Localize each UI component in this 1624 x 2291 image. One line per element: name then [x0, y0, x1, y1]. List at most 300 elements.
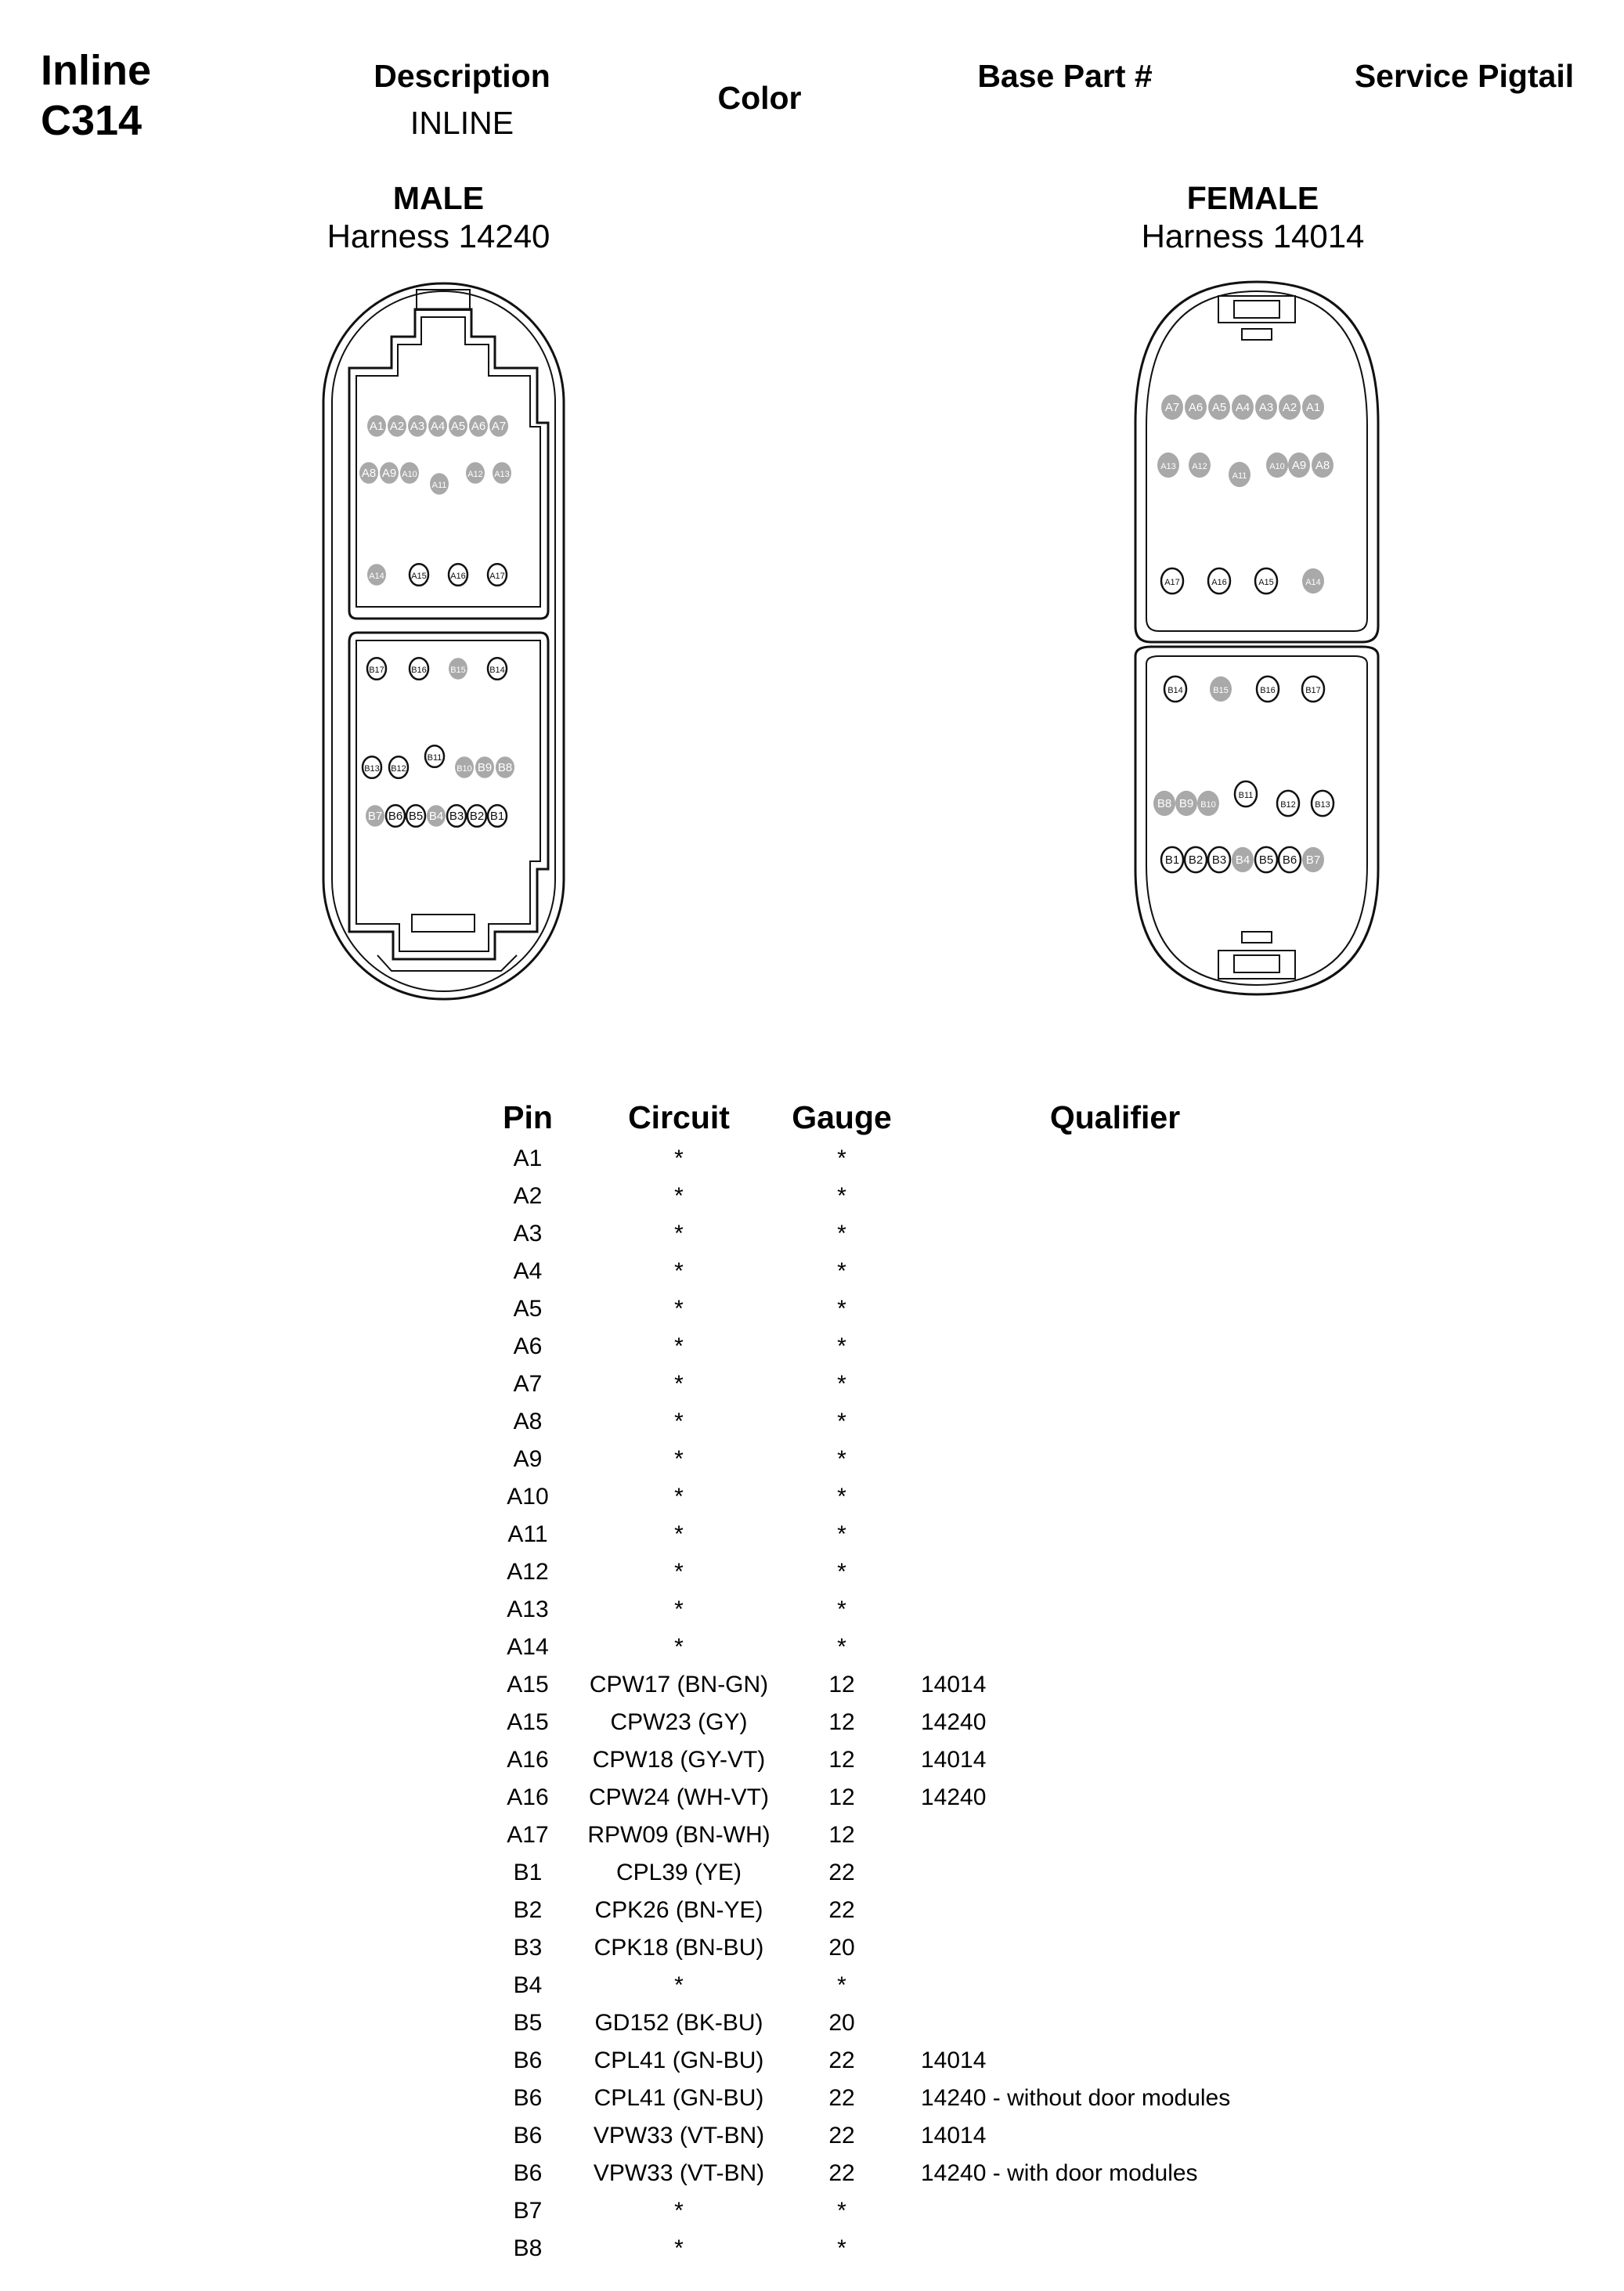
pin-cell: B6: [513, 2085, 543, 2111]
table-row: [470, 1629, 1475, 1666]
circuit-cell: *: [674, 1333, 684, 1359]
gauge-cell: 20: [828, 1935, 855, 1961]
svg-text:B6: B6: [1282, 853, 1297, 867]
svg-text:A3: A3: [410, 420, 425, 433]
table-row: [470, 1516, 1475, 1553]
pin-cell: A15: [507, 1709, 549, 1735]
pin-a17: [488, 564, 507, 586]
pin-a6: [1185, 395, 1207, 420]
svg-text:B11: B11: [427, 753, 442, 763]
svg-text:A11: A11: [431, 481, 447, 490]
pin-b2: [467, 805, 486, 827]
gauge-cell: *: [837, 1258, 846, 1284]
svg-text:A8: A8: [361, 467, 377, 480]
pin-cell: B1: [513, 1860, 543, 1885]
gauge-cell: 22: [828, 1860, 855, 1885]
svg-text:A2: A2: [389, 420, 405, 433]
qualifier-cell: 14014: [921, 1672, 987, 1698]
gauge-cell: 22: [828, 2047, 855, 2073]
pin-cell: A11: [507, 1521, 548, 1547]
circuit-cell: CPW24 (WH-VT): [589, 1784, 769, 1810]
circuit-cell: *: [674, 1146, 684, 1171]
gauge-cell: *: [837, 1333, 846, 1359]
svg-text:B1: B1: [1164, 853, 1180, 867]
table-row: [470, 2080, 1475, 2117]
svg-text:A17: A17: [1164, 578, 1180, 587]
svg-text:B5: B5: [408, 810, 424, 823]
qualifier-cell: [911, 1403, 1475, 1441]
pin-a10: [1266, 453, 1288, 478]
pin-cell: A1: [513, 1146, 543, 1171]
svg-text:B9: B9: [1178, 797, 1194, 810]
pin-cell: B6: [513, 2047, 543, 2073]
pin-b2: [1185, 847, 1207, 872]
pin-b8: [1153, 791, 1175, 816]
gauge-cell: *: [837, 2198, 846, 2224]
svg-text:A4: A4: [1235, 401, 1250, 414]
table-row: [470, 1704, 1475, 1741]
circuit-cell: *: [674, 2198, 684, 2224]
description-label: Description: [374, 58, 550, 94]
connector-diagram: [0, 258, 1624, 1026]
pin-cell: B6: [513, 2160, 543, 2186]
pin-a13: [493, 462, 511, 484]
service-pigtail-label: Service Pigtail: [1354, 58, 1575, 94]
table-row: [470, 1741, 1475, 1779]
gauge-cell: *: [837, 1221, 846, 1247]
svg-text:B17: B17: [1305, 686, 1321, 695]
table-row: [470, 2230, 1475, 2268]
svg-text:A4: A4: [430, 420, 446, 433]
table-row: [470, 1366, 1475, 1403]
pin-b9: [1175, 791, 1197, 816]
pin-b6: [1279, 847, 1301, 872]
qualifier-cell: 14014: [921, 1747, 987, 1773]
svg-text:B17: B17: [369, 666, 384, 675]
table-row: [470, 1666, 1475, 1704]
pin-b16: [410, 658, 428, 680]
qualifier-cell: [911, 1892, 1475, 1929]
svg-text:B12: B12: [1280, 800, 1296, 810]
gauge-cell: *: [837, 1296, 846, 1322]
svg-text:A1: A1: [369, 420, 384, 433]
gauge-cell: *: [837, 1521, 846, 1547]
svg-text:B2: B2: [469, 810, 485, 823]
svg-text:B8: B8: [1157, 797, 1172, 810]
circuit-cell: *: [674, 1521, 684, 1547]
gauge-cell: *: [837, 1409, 846, 1434]
base-part-label: Base Part #: [977, 58, 1153, 94]
pin-cell: A15: [507, 1672, 549, 1698]
svg-text:B10: B10: [1200, 800, 1216, 810]
svg-text:B7: B7: [1305, 853, 1321, 867]
pin-cell: B3: [513, 1935, 543, 1961]
connector-title: [41, 45, 151, 146]
gauge-cell: *: [837, 1371, 846, 1397]
qualifier-cell: [911, 1478, 1475, 1516]
female-connector-housing: [1135, 282, 1378, 994]
pin-a2: [388, 415, 406, 437]
circuit-cell: CPW23 (GY): [610, 1709, 748, 1735]
qualifier-cell: [911, 1817, 1475, 1854]
pin-b13: [363, 756, 381, 778]
svg-text:A16: A16: [450, 572, 466, 581]
circuit-cell: CPL39 (YE): [615, 1860, 742, 1885]
table-row: [470, 1478, 1475, 1516]
svg-text:A16: A16: [1211, 578, 1227, 587]
qualifier-cell: [911, 1215, 1475, 1253]
svg-text:A5: A5: [450, 420, 466, 433]
svg-text:B1: B1: [489, 810, 505, 823]
pin-b5: [1255, 847, 1277, 872]
pin-a4: [428, 415, 447, 437]
qualifier-cell: [911, 1854, 1475, 1892]
pin-b8: [496, 756, 514, 778]
svg-text:A14: A14: [369, 572, 384, 581]
pin-b6: [386, 805, 405, 827]
pin-cell: A6: [513, 1333, 543, 1359]
table-row: [470, 2192, 1475, 2230]
pin-b15: [449, 658, 467, 680]
gauge-cell: *: [837, 2235, 846, 2261]
svg-text:A7: A7: [1164, 401, 1180, 414]
svg-text:B15: B15: [1213, 686, 1229, 695]
pin-a12: [1189, 453, 1211, 478]
qualifier-cell: [911, 1591, 1475, 1629]
gauge-cell: *: [837, 1972, 846, 1998]
table-row: [470, 2155, 1475, 2192]
circuit-cell: *: [674, 1371, 684, 1397]
circuit-cell: *: [674, 1296, 684, 1322]
pin-a17: [1161, 568, 1183, 593]
pin-b11: [425, 745, 444, 767]
gauge-cell: *: [837, 1596, 846, 1622]
gauge-cell: *: [837, 1484, 846, 1510]
pin-table: [470, 1095, 1475, 2268]
circuit-cell: CPL41 (GN-BU): [594, 2085, 764, 2111]
svg-text:B16: B16: [411, 666, 427, 675]
svg-text:A9: A9: [1291, 459, 1307, 472]
svg-text:B13: B13: [1315, 800, 1330, 810]
pin-b4: [1232, 847, 1254, 872]
svg-text:B13: B13: [364, 764, 380, 774]
table-header-row: [470, 1095, 1475, 1140]
circuit-cell: *: [674, 1409, 684, 1434]
male-pin-layout: [359, 415, 514, 827]
table-row: [470, 2042, 1475, 2080]
svg-text:A8: A8: [1315, 459, 1330, 472]
svg-text:A15: A15: [1258, 578, 1274, 587]
pin-b14: [488, 658, 507, 680]
pin-a15: [410, 564, 428, 586]
svg-text:B10: B10: [457, 764, 472, 774]
circuit-cell: *: [674, 1634, 684, 1660]
pin-b7: [1302, 847, 1324, 872]
gauge-cell: 22: [828, 1897, 855, 1923]
circuit-cell: *: [674, 1183, 684, 1209]
pin-cell: A2: [513, 1183, 543, 1209]
pin-cell: A12: [507, 1559, 549, 1585]
pin-a7: [489, 415, 508, 437]
qualifier-cell: 14240: [921, 1784, 987, 1810]
pin-a15: [1255, 568, 1277, 593]
pin-b4: [427, 805, 446, 827]
circuit-header: Circuit: [628, 1099, 730, 1135]
pin-cell: A16: [507, 1747, 549, 1773]
qualifier-cell: [911, 2230, 1475, 2268]
pin-a12: [466, 462, 485, 484]
pin-b7: [366, 805, 384, 827]
qualifier-cell: [911, 1366, 1475, 1403]
pin-a4: [1232, 395, 1254, 420]
pin-cell: A9: [513, 1446, 543, 1472]
female-label: FEMALE: [1186, 180, 1319, 216]
circuit-cell: CPW17 (BN-GN): [589, 1672, 769, 1698]
male-connector-housing: [323, 283, 564, 999]
gauge-cell: 12: [828, 1822, 855, 1848]
gauge-header: Gauge: [792, 1099, 892, 1135]
svg-text:A5: A5: [1211, 401, 1227, 414]
pin-b17: [1302, 676, 1324, 702]
circuit-cell: GD152 (BK-BU): [594, 2010, 763, 2036]
table-row: [470, 1553, 1475, 1591]
pin-b10: [455, 756, 474, 778]
gauge-cell: 12: [828, 1672, 855, 1698]
pin-cell: A3: [513, 1221, 543, 1247]
circuit-cell: *: [674, 1559, 684, 1585]
svg-text:B9: B9: [477, 761, 493, 774]
pin-a3: [1255, 395, 1277, 420]
pin-a7: [1161, 395, 1183, 420]
table-row: [470, 1892, 1475, 1929]
circuit-cell: *: [674, 1596, 684, 1622]
pin-b12: [1277, 791, 1299, 816]
pin-cell: A7: [513, 1371, 543, 1397]
table-row: [470, 1253, 1475, 1290]
svg-text:A6: A6: [1188, 401, 1204, 414]
svg-text:B2: B2: [1188, 853, 1204, 867]
svg-text:A12: A12: [467, 470, 483, 479]
svg-text:B4: B4: [428, 810, 444, 823]
pin-cell: A5: [513, 1296, 543, 1322]
connector-id: C314: [41, 97, 143, 144]
svg-text:B3: B3: [1211, 853, 1227, 867]
male-label: MALE: [392, 180, 485, 216]
svg-text:B6: B6: [388, 810, 403, 823]
qualifier-cell: [911, 1629, 1475, 1666]
pin-a9: [380, 462, 399, 484]
table-row: [470, 1290, 1475, 1328]
pin-b9: [475, 756, 494, 778]
color-label: Color: [717, 80, 802, 116]
qualifier-cell: 14240 - with door modules: [921, 2160, 1198, 2186]
pin-header: Pin: [503, 1099, 553, 1135]
svg-text:A17: A17: [489, 572, 505, 581]
female-pin-layout: [1153, 395, 1333, 872]
table-row: [470, 1817, 1475, 1854]
svg-text:B16: B16: [1260, 686, 1276, 695]
circuit-cell: *: [674, 1972, 684, 1998]
circuit-cell: *: [674, 1446, 684, 1472]
table-row: [470, 1591, 1475, 1629]
svg-text:A12: A12: [1192, 462, 1207, 471]
pin-a5: [449, 415, 467, 437]
gauge-cell: 12: [828, 1784, 855, 1810]
pin-b13: [1312, 791, 1333, 816]
pin-b17: [367, 658, 386, 680]
svg-text:B5: B5: [1258, 853, 1274, 867]
svg-text:B4: B4: [1235, 853, 1250, 867]
svg-text:A7: A7: [491, 420, 507, 433]
male-harness: Harness 14240: [327, 218, 550, 254]
table-row: [470, 1967, 1475, 2004]
svg-text:B11: B11: [1238, 791, 1254, 800]
qualifier-cell: [911, 1253, 1475, 1290]
qualifier-cell: [911, 1290, 1475, 1328]
circuit-cell: VPW33 (VT-BN): [593, 2123, 765, 2148]
svg-text:B14: B14: [1167, 686, 1183, 695]
table-row: [470, 1328, 1475, 1366]
circuit-cell: CPK26 (BN-YE): [594, 1897, 763, 1923]
pin-a9: [1288, 453, 1310, 478]
circuit-cell: CPK18 (BN-BU): [594, 1935, 764, 1961]
pin-b1: [1161, 847, 1183, 872]
qualifier-cell: [911, 1929, 1475, 1967]
pin-a16: [1208, 568, 1230, 593]
pin-cell: B5: [513, 2010, 543, 2036]
pin-a11: [1229, 462, 1250, 487]
gauge-cell: *: [837, 1183, 846, 1209]
svg-text:A11: A11: [1232, 471, 1247, 481]
gauge-cell: *: [837, 1634, 846, 1660]
pin-a2: [1279, 395, 1301, 420]
pin-b3: [1208, 847, 1230, 872]
svg-text:A6: A6: [471, 420, 486, 433]
circuit-cell: *: [674, 1484, 684, 1510]
pin-a1: [1302, 395, 1324, 420]
circuit-cell: CPL41 (GN-BU): [594, 2047, 764, 2073]
circuit-cell: *: [674, 1221, 684, 1247]
pin-cell: A17: [507, 1822, 549, 1848]
svg-text:B3: B3: [449, 810, 464, 823]
svg-text:A1: A1: [1305, 401, 1321, 414]
table-row: [470, 1779, 1475, 1817]
table-row: [470, 2004, 1475, 2042]
table-row: [470, 1215, 1475, 1253]
table-row: [470, 1140, 1475, 1178]
table-row: [470, 1403, 1475, 1441]
svg-text:B7: B7: [367, 810, 383, 823]
qualifier-cell: 14014: [921, 2047, 987, 2073]
pin-cell: B4: [513, 1972, 543, 1998]
pin-a10: [400, 462, 419, 484]
female-harness: Harness 14014: [1141, 218, 1365, 254]
svg-text:B15: B15: [450, 666, 466, 675]
pin-cell: A14: [507, 1634, 549, 1660]
svg-text:B14: B14: [489, 666, 505, 675]
pin-a14: [367, 564, 386, 586]
qualifier-cell: 14014: [921, 2123, 987, 2148]
pin-b11: [1235, 781, 1257, 806]
svg-text:A3: A3: [1258, 401, 1274, 414]
table-row: [470, 1929, 1475, 1967]
pin-a5: [1208, 395, 1230, 420]
pin-a14: [1302, 568, 1324, 593]
qualifier-cell: [911, 1178, 1475, 1215]
table-row: [470, 1178, 1475, 1215]
svg-text:A9: A9: [381, 467, 397, 480]
svg-text:A14: A14: [1305, 578, 1321, 587]
pin-cell: B8: [513, 2235, 543, 2261]
svg-text:A13: A13: [494, 470, 510, 479]
pin-b1: [488, 805, 507, 827]
pin-cell: B2: [513, 1897, 543, 1923]
pin-b15: [1210, 676, 1232, 702]
qualifier-cell: [911, 1328, 1475, 1366]
qualifier-cell: [911, 1140, 1475, 1178]
svg-text:A15: A15: [411, 572, 427, 581]
connector-type: Inline: [41, 47, 152, 94]
qualifier-header: Qualifier: [1049, 1099, 1181, 1135]
pin-a6: [469, 415, 488, 437]
gauge-cell: 20: [828, 2010, 855, 2036]
pin-cell: B7: [513, 2198, 543, 2224]
gauge-cell: *: [837, 1559, 846, 1585]
qualifier-cell: [911, 1516, 1475, 1553]
svg-text:A2: A2: [1282, 401, 1297, 414]
qualifier-cell: 14240: [921, 1709, 987, 1735]
pin-b12: [389, 756, 408, 778]
gauge-cell: *: [837, 1146, 846, 1171]
qualifier-cell: [911, 1967, 1475, 2004]
svg-text:A10: A10: [1269, 462, 1285, 471]
table-row: [470, 1854, 1475, 1892]
pin-a3: [408, 415, 427, 437]
pin-cell: A13: [507, 1596, 549, 1622]
pin-b10: [1197, 791, 1219, 816]
qualifier-cell: [911, 1553, 1475, 1591]
qualifier-cell: [911, 2192, 1475, 2230]
pin-cell: A16: [507, 1784, 549, 1810]
pin-a8: [1312, 453, 1333, 478]
gauge-cell: 22: [828, 2123, 855, 2148]
circuit-cell: VPW33 (VT-BN): [593, 2160, 765, 2186]
qualifier-cell: [911, 2004, 1475, 2042]
pin-b3: [447, 805, 466, 827]
qualifier-cell: 14240 - without door modules: [921, 2085, 1231, 2111]
gauge-cell: *: [837, 1446, 846, 1472]
pin-cell: A10: [507, 1484, 549, 1510]
svg-text:B8: B8: [497, 761, 513, 774]
pin-a8: [359, 462, 378, 484]
svg-text:A13: A13: [1160, 462, 1176, 471]
pin-b5: [406, 805, 425, 827]
pin-cell: A4: [513, 1258, 543, 1284]
pin-b16: [1257, 676, 1279, 702]
svg-text:A10: A10: [402, 470, 417, 479]
gauge-cell: 12: [828, 1709, 855, 1735]
circuit-cell: RPW09 (BN-WH): [587, 1822, 770, 1848]
table-row: [470, 1441, 1475, 1478]
table-row: [470, 2117, 1475, 2155]
gauge-cell: 12: [828, 1747, 855, 1773]
circuit-cell: *: [674, 1258, 684, 1284]
circuit-cell: CPW18 (GY-VT): [592, 1747, 766, 1773]
circuit-cell: *: [674, 2235, 684, 2261]
pin-a11: [430, 473, 449, 495]
pin-b14: [1164, 676, 1186, 702]
gauge-cell: 22: [828, 2085, 855, 2111]
